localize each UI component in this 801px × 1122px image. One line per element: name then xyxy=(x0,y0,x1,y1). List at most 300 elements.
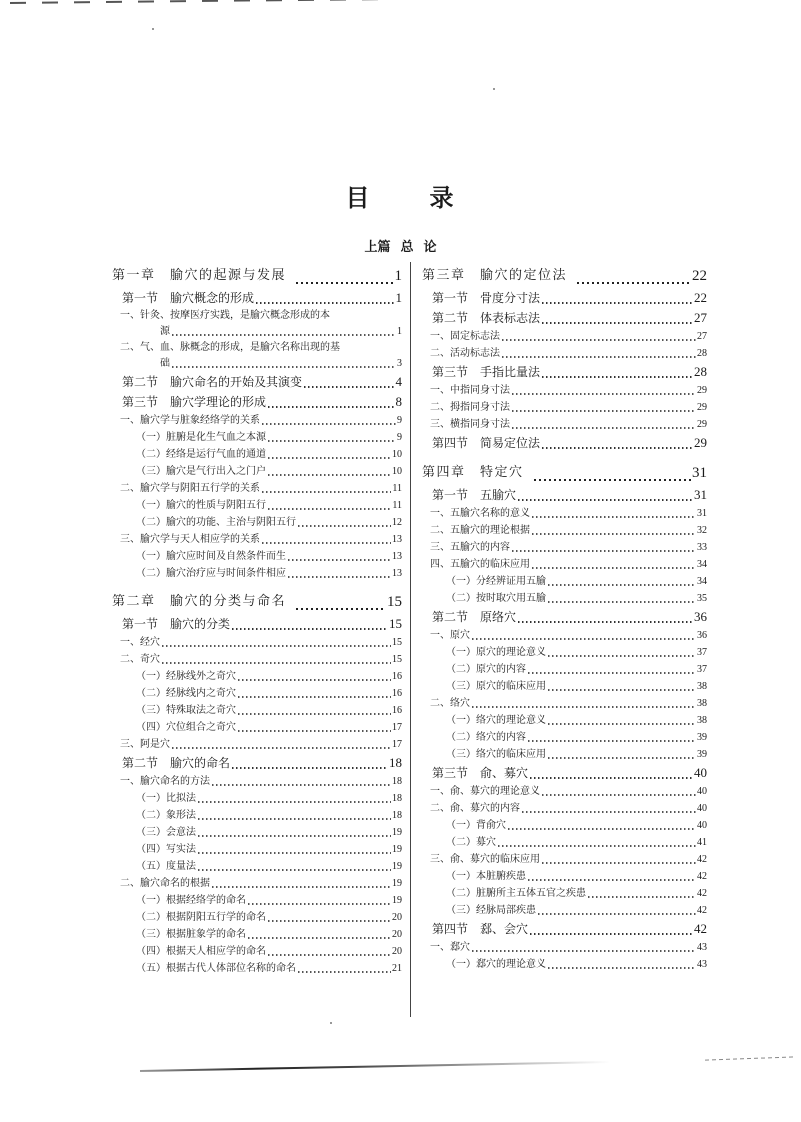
toc-entry-label: （三）原穴的临床应用 xyxy=(446,681,546,692)
toc-entry-label: （二）原穴的内容 xyxy=(446,664,526,675)
toc-entry-l2[interactable] xyxy=(112,685,402,702)
toc-entry-label: （一）腧穴应时间及自然条件而生 xyxy=(136,551,286,562)
page-title xyxy=(0,178,801,213)
toc-entry-l1[interactable] xyxy=(422,539,707,556)
toc-entry-label: 三、俞、募穴的临床应用 xyxy=(430,854,540,865)
toc-entry-label: （一）脏腑是化生气血之本源 xyxy=(136,432,266,443)
toc-page-number: 16 xyxy=(392,705,402,716)
dot-leader xyxy=(542,302,693,304)
toc-entry-wrap1[interactable] xyxy=(112,308,402,323)
toc-page-number: 19 xyxy=(392,895,402,906)
toc-entry-l2[interactable] xyxy=(112,858,402,875)
toc-entry-l2[interactable] xyxy=(422,729,707,746)
toc-entry-l2[interactable] xyxy=(422,678,707,695)
toc-entry-l2[interactable] xyxy=(112,824,402,841)
toc-entry-label: 第二节 腧穴命名的开始及其演变 xyxy=(122,375,303,389)
column-divider xyxy=(410,262,411,1017)
part-label: 上篇 xyxy=(364,240,391,255)
toc-entry-l2[interactable] xyxy=(112,719,402,736)
toc-entry-section[interactable] xyxy=(112,372,402,392)
dot-leader xyxy=(268,508,391,510)
title-char: 目 xyxy=(345,184,372,212)
toc-entry-label: 第二节 原络穴 xyxy=(432,610,517,624)
toc-entry-l2[interactable] xyxy=(112,429,402,446)
toc-entry-cont[interactable] xyxy=(112,355,402,372)
toc-entry-label: 一、俞、募穴的理论意义 xyxy=(430,786,540,797)
part-label: 总 xyxy=(400,240,414,255)
toc-entry-l2[interactable] xyxy=(422,573,707,590)
toc-page-number: 9 xyxy=(397,432,402,443)
toc-entry-l1[interactable] xyxy=(422,382,707,399)
toc-entry-chapter[interactable] xyxy=(112,264,402,288)
toc-entry-label: 三、横指同身寸法 xyxy=(430,419,510,430)
dot-leader xyxy=(532,533,696,535)
toc-entry-l1[interactable] xyxy=(112,651,402,668)
toc-entry-l1[interactable] xyxy=(422,939,707,956)
dot-leader xyxy=(262,542,391,544)
dot-leader xyxy=(548,967,696,969)
toc-page-number: 11 xyxy=(392,500,402,511)
toc-entry-l1[interactable] xyxy=(112,412,402,429)
dot-leader xyxy=(198,818,391,820)
toc-entry-label: 四、五腧穴的临床应用 xyxy=(430,559,530,570)
toc-entry-label: （二）按时取穴用五腧 xyxy=(446,593,546,604)
toc-entry-l1[interactable] xyxy=(422,522,707,539)
toc-entry-label: （四）根据天人相应学的命名 xyxy=(136,946,266,957)
toc-page-number: 35 xyxy=(697,593,707,604)
toc-page-number: 22 xyxy=(694,290,707,305)
toc-page-number: 34 xyxy=(697,559,707,570)
toc-page-number: 42 xyxy=(697,854,707,865)
toc-entry-l2[interactable] xyxy=(422,834,707,851)
dot-leader xyxy=(542,794,696,796)
toc-page-number: 13 xyxy=(392,568,402,579)
toc-entry-l2[interactable] xyxy=(422,661,707,678)
toc-entry-label: 一、郄穴 xyxy=(430,942,470,953)
toc-entry-l1[interactable] xyxy=(112,773,402,790)
toc-entry-label: 一、固定标志法 xyxy=(430,331,500,342)
toc-entry-label: 一、腧穴命名的方法 xyxy=(120,776,210,787)
toc-entry-cont[interactable] xyxy=(112,323,402,340)
dot-leader xyxy=(172,334,396,336)
toc-page-number: 28 xyxy=(697,348,707,359)
toc-entry-label: 第三节 手指比量法 xyxy=(432,365,541,379)
toc-entry-l2[interactable] xyxy=(112,892,402,909)
dot-leader xyxy=(532,516,696,518)
toc-entry-l2[interactable] xyxy=(112,909,402,926)
dot-leader xyxy=(298,971,391,973)
toc-entry-section[interactable] xyxy=(422,362,707,382)
toc-page-number: 18 xyxy=(392,810,402,821)
toc-entry-label: （二）经络是运行气血的通道 xyxy=(136,449,266,460)
dot-leader xyxy=(548,757,696,759)
toc-page-number: 40 xyxy=(697,803,707,814)
toc-entry-l1[interactable] xyxy=(112,736,402,753)
toc-entry-l2[interactable] xyxy=(112,702,402,719)
toc-entry-label: 二、络穴 xyxy=(430,698,470,709)
toc-entry-label: （三）会意法 xyxy=(136,827,196,838)
toc-entry-label: （三）经脉局部疾患 xyxy=(446,905,536,916)
toc-page-number: 20 xyxy=(392,929,402,940)
toc-page-number: 39 xyxy=(697,732,707,743)
toc-entry-label: 源 xyxy=(160,326,170,337)
toc-entry-section[interactable] xyxy=(112,614,402,634)
toc-entry-l2[interactable] xyxy=(112,548,402,565)
toc-page-number: 27 xyxy=(697,331,707,342)
toc-entry-label: 二、拇指同身寸法 xyxy=(430,402,510,413)
toc-entry-label: （二）象形法 xyxy=(136,810,196,821)
toc-entry-label: 二、俞、募穴的内容 xyxy=(430,803,520,814)
toc-page-number: 29 xyxy=(697,385,707,396)
dot-leader xyxy=(518,499,693,501)
dot-leader xyxy=(298,525,391,527)
dot-leader xyxy=(577,282,691,284)
toc-entry-l2[interactable] xyxy=(112,497,402,514)
dot-leader xyxy=(256,302,394,304)
toc-entry-label: 三、五腧穴的内容 xyxy=(430,542,510,553)
toc-entry-label: （一）分经辨证用五腧 xyxy=(446,576,546,587)
toc-entry-label: 第一节 腧穴概念的形成 xyxy=(122,291,255,305)
toc-page-number: 38 xyxy=(697,715,707,726)
dot-leader xyxy=(528,879,696,881)
dot-leader xyxy=(512,550,696,552)
toc-entry-l1[interactable] xyxy=(112,875,402,892)
toc-page-number: 21 xyxy=(392,963,402,974)
toc-page-number: 42 xyxy=(697,888,707,899)
toc-entry-section[interactable] xyxy=(422,485,707,505)
toc-entry-label: 二、气、血、脉概念的形成，是腧穴名称出现的基 xyxy=(120,342,340,353)
toc-page-number: 19 xyxy=(392,844,402,855)
toc-entry-label: （一）经脉线外之奇穴 xyxy=(136,671,236,682)
toc-entry-section[interactable] xyxy=(422,308,707,328)
toc-entry-label: （二）腧穴的功能、主治与阴阳五行 xyxy=(136,517,296,528)
toc-entry-l1[interactable] xyxy=(422,695,707,712)
toc-page-number: 40 xyxy=(697,820,707,831)
toc-entry-section[interactable] xyxy=(422,288,707,308)
dot-leader xyxy=(198,852,391,854)
toc-entry-label: （一）比拟法 xyxy=(136,793,196,804)
toc-entry-label: 第三章 腧穴的定位法 xyxy=(422,268,568,283)
toc-entry-l2[interactable] xyxy=(112,446,402,463)
toc-page-number: 43 xyxy=(697,959,707,970)
toc-entry-l1[interactable] xyxy=(422,345,707,362)
toc-entry-label: 第四节 郄、会穴 xyxy=(432,922,529,936)
toc-entry-label: （二）经脉线内之奇穴 xyxy=(136,688,236,699)
toc-entry-label: 第四章 特定穴 xyxy=(422,465,524,480)
toc-page-number: 4 xyxy=(395,374,402,389)
toc-entry-l2[interactable] xyxy=(112,514,402,531)
toc-page-number: 22 xyxy=(692,268,707,284)
part-heading xyxy=(0,236,801,255)
toc-entry-label: 一、腧穴学与脏象经络学的关系 xyxy=(120,415,260,426)
toc-entry-label: （三）特殊取法之奇穴 xyxy=(136,705,236,716)
toc-page-number: 38 xyxy=(697,698,707,709)
dot-leader xyxy=(472,638,696,640)
toc-entry-l1[interactable] xyxy=(422,505,707,522)
dot-leader xyxy=(304,386,394,388)
toc-entry-section[interactable] xyxy=(422,433,707,453)
toc-entry-label: 第四节 简易定位法 xyxy=(432,436,541,450)
dot-leader xyxy=(542,376,693,378)
toc-entry-l2[interactable] xyxy=(112,790,402,807)
toc-page-number: 8 xyxy=(395,394,402,409)
toc-entry-section[interactable] xyxy=(422,607,707,627)
toc-page-number: 10 xyxy=(392,466,402,477)
toc-page-number: 16 xyxy=(392,688,402,699)
toc-entry-wrap1[interactable] xyxy=(112,340,402,355)
toc-entry-chapter[interactable] xyxy=(112,590,402,614)
toc-entry-label: 二、腧穴学与阴阳五行学的关系 xyxy=(120,483,260,494)
dot-leader xyxy=(288,559,391,561)
dot-leader xyxy=(198,835,391,837)
toc-page-number: 31 xyxy=(692,465,707,481)
toc-entry-chapter[interactable] xyxy=(422,264,707,288)
toc-page-number: 1 xyxy=(395,290,402,305)
toc-entry-section[interactable] xyxy=(112,753,402,773)
toc-page-number: 15 xyxy=(392,637,402,648)
toc-entry-label: （三）络穴的临床应用 xyxy=(446,749,546,760)
toc-page-number: 29 xyxy=(694,435,707,450)
toc-entry-label: （一）郄穴的理论意义 xyxy=(446,959,546,970)
toc-entry-l2[interactable] xyxy=(422,902,707,919)
toc-entry-l1[interactable] xyxy=(112,634,402,651)
dot-leader xyxy=(288,576,391,578)
toc-page-number: 36 xyxy=(697,630,707,641)
title-char: 录 xyxy=(429,184,456,212)
toc-entry-label: （四）穴位组合之奇穴 xyxy=(136,722,236,733)
dot-leader xyxy=(548,655,696,657)
toc-entry-label: （一）腧穴的性质与阴阳五行 xyxy=(136,500,266,511)
toc-entry-label: （二）募穴 xyxy=(446,837,496,848)
toc-right-column xyxy=(422,262,707,973)
toc-entry-label: 第一节 腧穴的分类 xyxy=(122,617,231,631)
toc-page-number: 19 xyxy=(392,827,402,838)
scan-bottom-edge xyxy=(140,1061,610,1072)
toc-page-number: 19 xyxy=(392,878,402,889)
toc-entry-label: 一、中指同身寸法 xyxy=(430,385,510,396)
toc-entry-l1[interactable] xyxy=(422,851,707,868)
dot-leader xyxy=(268,457,391,459)
toc-page-number: 41 xyxy=(697,837,707,848)
toc-entry-l2[interactable] xyxy=(112,926,402,943)
toc-page-number: 18 xyxy=(392,776,402,787)
dot-leader xyxy=(512,410,696,412)
dot-leader xyxy=(548,601,696,603)
toc-entry-l1[interactable] xyxy=(112,531,402,548)
toc-entry-section[interactable] xyxy=(422,919,707,939)
toc-entry-l2[interactable] xyxy=(112,841,402,858)
toc-entry-label: （三）根据脏象学的命名 xyxy=(136,929,246,940)
toc-entry-label: （五）度量法 xyxy=(136,861,196,872)
toc-page-number: 15 xyxy=(392,654,402,665)
toc-entry-label: 第一章 腧穴的起源与发展 xyxy=(112,268,287,283)
toc-entry-l2[interactable] xyxy=(112,668,402,685)
dot-leader xyxy=(518,621,693,623)
toc-entry-label: 第一节 五腧穴 xyxy=(432,488,517,502)
dot-leader xyxy=(542,447,693,449)
dot-leader xyxy=(198,869,391,871)
toc-page-number: 15 xyxy=(389,616,402,631)
toc-page-number: 31 xyxy=(694,487,707,502)
dot-leader xyxy=(162,645,391,647)
toc-entry-label: （一）络穴的理论意义 xyxy=(446,715,546,726)
dot-leader xyxy=(162,662,391,664)
toc-page-number: 16 xyxy=(392,671,402,682)
toc-entry-label: （一）原穴的理论意义 xyxy=(446,647,546,658)
toc-page-number: 13 xyxy=(392,551,402,562)
toc-entry-l2[interactable] xyxy=(422,885,707,902)
toc-page-number: 37 xyxy=(697,647,707,658)
toc-page-number: 43 xyxy=(697,942,707,953)
dot-leader xyxy=(238,696,391,698)
toc-entry-label: （三）腧穴是气行出入之门户 xyxy=(136,466,266,477)
dot-leader xyxy=(512,393,696,395)
dot-leader xyxy=(172,366,396,368)
scan-speck xyxy=(330,1022,332,1024)
toc-entry-label: （四）写实法 xyxy=(136,844,196,855)
toc-left-column xyxy=(112,262,402,977)
dot-leader xyxy=(268,954,391,956)
toc-page-number: 40 xyxy=(694,765,707,780)
dot-leader xyxy=(238,679,391,681)
toc-entry-l2[interactable] xyxy=(422,590,707,607)
toc-entry-l1[interactable] xyxy=(422,627,707,644)
toc-page-number: 18 xyxy=(392,793,402,804)
toc-entry-label: （二）络穴的内容 xyxy=(446,732,526,743)
toc-page-number: 29 xyxy=(697,419,707,430)
toc-entry-l2[interactable] xyxy=(422,817,707,834)
dot-leader xyxy=(530,933,693,935)
toc-entry-label: （二）根据阴阳五行学的命名 xyxy=(136,912,266,923)
dot-leader xyxy=(262,423,396,425)
toc-entry-label: （二）脏腑所主五体五官之疾患 xyxy=(446,888,586,899)
dot-leader xyxy=(528,740,696,742)
toc-page-number: 37 xyxy=(697,664,707,675)
toc-page-number: 29 xyxy=(697,402,707,413)
toc-entry-label: 第二节 腧穴的命名 xyxy=(122,756,231,770)
scan-bottom-edge xyxy=(705,1056,795,1060)
toc-entry-l1[interactable] xyxy=(422,800,707,817)
toc-entry-label: 第三节 腧穴学理论的形成 xyxy=(122,395,267,409)
dot-leader xyxy=(232,767,388,769)
dot-leader xyxy=(548,723,696,725)
toc-entry-l2[interactable] xyxy=(422,746,707,763)
toc-entry-label: （五）根据古代人体部位名称的命名 xyxy=(136,963,296,974)
dot-leader xyxy=(532,567,696,569)
dot-leader xyxy=(512,427,696,429)
dot-leader xyxy=(268,406,394,408)
dot-leader xyxy=(472,950,696,952)
toc-entry-l1[interactable] xyxy=(112,480,402,497)
toc-page-number: 18 xyxy=(389,755,402,770)
dot-leader xyxy=(268,920,391,922)
toc-page-number: 1 xyxy=(394,268,402,284)
toc-entry-label: 二、奇穴 xyxy=(120,654,160,665)
toc-entry-l2[interactable] xyxy=(422,956,707,973)
toc-entry-l2[interactable] xyxy=(422,644,707,661)
toc-entry-label: （一）本脏腑疾患 xyxy=(446,871,526,882)
toc-page-number: 27 xyxy=(694,310,707,325)
scan-speck xyxy=(152,28,154,30)
toc-entry-l1[interactable] xyxy=(422,399,707,416)
dot-leader xyxy=(248,903,391,905)
dot-leader xyxy=(232,628,388,630)
toc-entry-label: （二）腧穴治疗应与时间条件相应 xyxy=(136,568,286,579)
toc-page-number: 13 xyxy=(392,534,402,545)
toc-entry-chapter[interactable] xyxy=(422,461,707,485)
toc-entry-label: 第一节 骨度分寸法 xyxy=(432,291,541,305)
toc-entry-label: 一、原穴 xyxy=(430,630,470,641)
dot-leader xyxy=(534,479,691,481)
dot-leader xyxy=(248,937,391,939)
toc-page-number: 10 xyxy=(392,449,402,460)
toc-entry-label: 一、五腧穴名称的意义 xyxy=(430,508,530,519)
toc-entry-l1[interactable] xyxy=(422,328,707,345)
dot-leader xyxy=(268,440,396,442)
toc-entry-label: 一、针灸、按摩医疗实践，是腧穴概念形成的本 xyxy=(120,310,330,321)
toc-entry-l2[interactable] xyxy=(422,868,707,885)
toc-entry-label: 三、阿是穴 xyxy=(120,739,170,750)
dot-leader xyxy=(548,584,696,586)
toc-entry-section[interactable] xyxy=(112,392,402,412)
toc-entry-label: 一、经穴 xyxy=(120,637,160,648)
toc-entry-l2[interactable] xyxy=(112,463,402,480)
toc-entry-section[interactable] xyxy=(112,288,402,308)
toc-entry-l2[interactable] xyxy=(112,943,402,960)
toc-page-number: 42 xyxy=(697,871,707,882)
dot-leader xyxy=(198,801,391,803)
scan-speck xyxy=(493,88,495,90)
dot-leader xyxy=(262,491,391,493)
toc-page-number: 36 xyxy=(694,609,707,624)
toc-entry-label: 础 xyxy=(160,358,170,369)
toc-page-number: 38 xyxy=(697,681,707,692)
toc-page-number: 3 xyxy=(397,358,402,369)
dot-leader xyxy=(528,672,696,674)
toc-entry-l1[interactable] xyxy=(422,783,707,800)
toc-entry-l2[interactable] xyxy=(112,565,402,582)
dot-leader xyxy=(212,784,391,786)
dot-leader xyxy=(542,862,696,864)
dot-leader xyxy=(268,474,391,476)
toc-page-number: 28 xyxy=(694,364,707,379)
dot-leader xyxy=(530,777,693,779)
part-label: 论 xyxy=(423,240,437,255)
toc-page-number: 32 xyxy=(697,525,707,536)
dot-leader xyxy=(522,811,696,813)
toc-entry-l2[interactable] xyxy=(422,712,707,729)
toc-entry-label: 二、五腧穴的理论根据 xyxy=(430,525,530,536)
toc-entry-l1[interactable] xyxy=(422,556,707,573)
dot-leader xyxy=(588,896,696,898)
dot-leader xyxy=(538,913,696,915)
toc-entry-l2[interactable] xyxy=(112,807,402,824)
toc-page-number: 15 xyxy=(387,594,402,610)
toc-page-number: 20 xyxy=(392,946,402,957)
toc-page-number: 17 xyxy=(392,722,402,733)
toc-entry-label: 二、活动标志法 xyxy=(430,348,500,359)
dot-leader xyxy=(296,282,393,284)
toc-entry-label: 第二章 腧穴的分类与命名 xyxy=(112,594,287,609)
toc-entry-label: （一）背俞穴 xyxy=(446,820,506,831)
toc-page-number: 17 xyxy=(392,739,402,750)
dot-leader xyxy=(472,706,696,708)
toc-entry-section[interactable] xyxy=(422,763,707,783)
dot-leader xyxy=(508,828,696,830)
toc-entry-l1[interactable] xyxy=(422,416,707,433)
toc-entry-l2[interactable] xyxy=(112,960,402,977)
toc-page-number: 31 xyxy=(697,508,707,519)
